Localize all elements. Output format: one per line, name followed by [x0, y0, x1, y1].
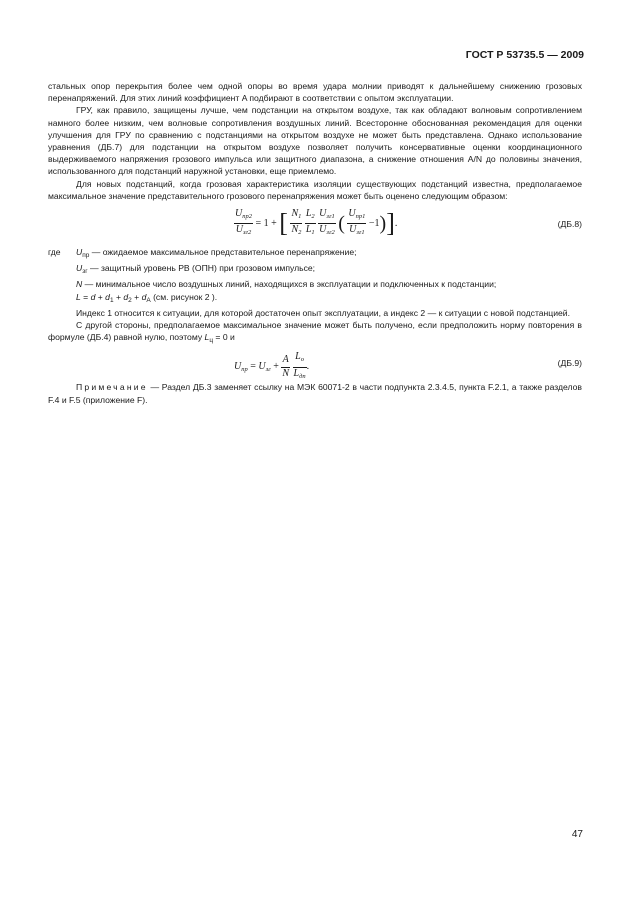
definition-upr: $U_{пр}$ — ожидаемое максимальное представительное перенапряжение;	[76, 247, 357, 260]
fraction-a-n: $\frac{A}{N}$	[282, 354, 289, 379]
page-number: 47	[571, 829, 583, 840]
formula-number-db8: (ДБ.8)	[557, 219, 582, 230]
paragraph-new-substations: Для новых подстанций, когда грозовая характеристика изоляции существующих подстанций известна, предполагаемое максимальное значение представительного грозового перенапряжения может быть оценено следующим образом:	[48, 178, 582, 201]
definition-n: N — минимальное число воздушных линий, находящихся в эксплуатации и подключенных к подстанции;	[76, 279, 497, 290]
note-heading: Примечание	[76, 382, 148, 393]
definitions-list	[48, 246, 582, 307]
where-label: где	[48, 247, 61, 258]
paragraph-other-side: С другой стороны, предполагаемое максимальное значение может быть получено, если предположить норму повторения в формуле (ДБ.4) равной нулю, поэтому $L_ц = 0$ и	[48, 320, 582, 345]
document-header: ГОСТ Р 53735.5 — 2009	[465, 49, 584, 61]
formula-db9: $U_{пр} = U_{зг}$ + $\frac{A}{N}$ $\frac{L_о}{L_{дп}}$ . (ДБ.9)	[48, 347, 582, 381]
paragraph-lines: стальных опор перекрытия более чем одной опоры во время удара молнии приводят к дальнейшему снижению грозовых перенапряжений. Для этих линий коэффициент A подбирают в соответствии с опытом эксплуатации.	[48, 81, 582, 104]
formula-number-db9: (ДБ.9)	[557, 358, 582, 369]
formula-db8: $\frac{U_{пр2}}{U_{зг2}}$ = 1 + [ $\frac{N_1}{N_2}$ $\frac{L_2}{L_1}$ $\frac{U_{зг1}}{U_{зг2}}$ ( $\frac{U_{пр1}}{U_{зг1}}$ −1)]. (ДБ.8)	[235, 208, 582, 238]
fraction-n1-n2: $\frac{N_1}{N_2}$	[291, 208, 302, 237]
note-paragraph: Примечание — Раздел ДБ.3 заменяет ссылку на МЭК 60071-2 в части подпункта 2.3.4.5, пункта F.2.1, а также разделов F.4 и F.5 (приложение F).	[48, 382, 582, 405]
fraction-upr1-uzg1: $\frac{U_{пр1}}{U_{зг1}}$	[348, 208, 366, 237]
definition-l: $L = d + d_1 + d_2 + d_A$ (см. рисунок 2 ).	[76, 291, 218, 304]
fraction-lo-ldp: $\frac{L_о}{L_{дп}}$	[293, 351, 306, 380]
fraction-l2-l1: $\frac{L_2}{L_1}$	[305, 208, 315, 237]
fraction-uzg1-uzg2: $\frac{U_{зг1}}{U_{зг2}}$	[319, 208, 335, 237]
paragraph-index: Индекс 1 относится к ситуации, для которой достаточен опыт эксплуатации, а индекс 2 — к ситуации с новой подстанцией.	[76, 307, 570, 318]
paragraph-gru: ГРУ, как правило, защищены лучше, чем подстанции на открытом воздухе, так как обладают волновым сопротивлением намного более низким, чем волновые сопротивления воздушных линий. Всесторонне обоснованная рекомендация для оценки улучшения для ГРУ по сравнению с подстанциями на открытом воздухе не может быть представлена. Однако использование уравнения (ДБ.7) для подстанции на открытом воздухе позволяет получить консервативные оценки координационного выдерживаемого напряжения грозового импульса или защитного диапазона, а снижение отношения A/N до половины значения, использованного для подстанций наружной установки, еще приемлемо.	[48, 105, 582, 177]
fraction-upr2-uzg2: $\frac{U_{пр2}}{U_{зг2}}$	[235, 208, 252, 237]
definition-uzg: $U_{зг}$ — защитный уровень РВ (ОПН) при грозовом импульсе;	[76, 263, 316, 276]
body-text	[48, 80, 582, 406]
